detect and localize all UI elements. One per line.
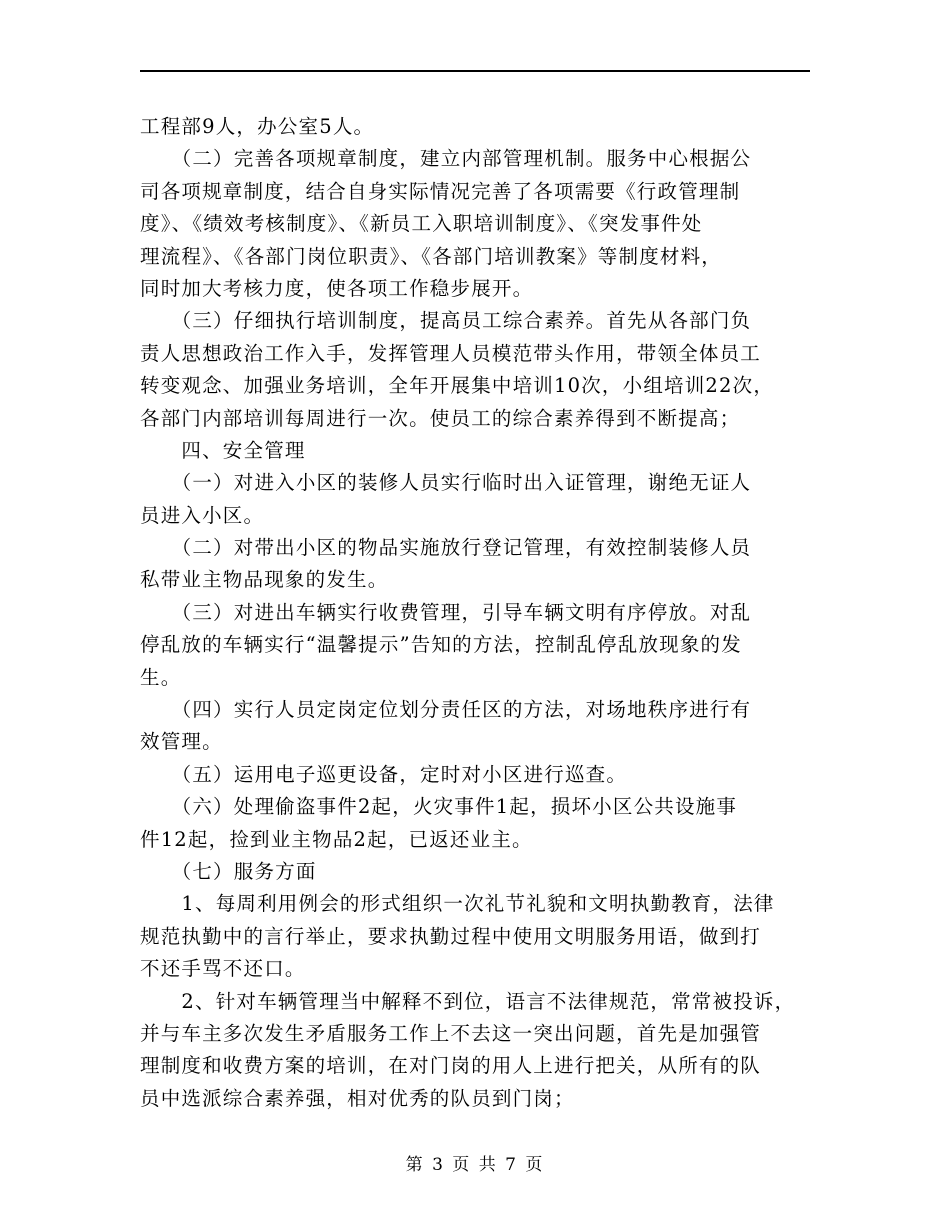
body-line: 员进入小区。 [140,503,265,527]
body-line: 2、针对车辆管理当中解释不到位，语言不法律规范，常常被投诉， [140,989,796,1013]
body-line: 转变观念、加强业务培训，全年开展集中培训10次，小组培训22次， [140,374,775,398]
body-line: 责人思想政治工作入手，发挥管理人员模范带头作用，带领全体员工 [140,341,762,365]
body-line: 并与车主多次发生矛盾服务工作上不去这一突出问题，首先是加强管 [140,1021,762,1045]
body-line: 效管理。 [140,730,223,754]
body-line: （七）服务方面 [140,859,317,883]
body-line: 1、每周利用例会的形式组织一次礼节礼貌和文明执勤教育，法律 [140,892,775,916]
body-line: 私带业主物品现象的发生。 [140,568,389,592]
body-line: （三）仔细执行培训制度，提高员工综合素养。首先从各部门负 [140,309,752,333]
body-line: 理制度和收费方案的培训，在对门岗的用人上进行把关，从所有的队 [140,1054,762,1078]
body-line: 规范执勤中的言行举止，要求执勤过程中使用文明服务用语，做到打 [140,924,762,948]
body-line: 工程部9人，办公室5人。 [140,115,375,138]
body-line: （三）对进出车辆实行收费管理，引导车辆文明有序停放。对乱 [140,600,752,624]
body-line: 各部门内部培训每周进行一次。使员工的综合素养得到不断提高； [140,406,741,430]
body-line: 件12起，捡到业主物品2起，已返还业主。 [140,827,533,851]
body-line: （四）实行人员定岗定位划分责任区的方法，对场地秩序进行有 [140,698,752,722]
body-line: 生。 [140,665,182,689]
body-line: （二）对带出小区的物品实施放行登记管理，有效控制装修人员 [140,536,752,560]
body-line: 理流程》、《各部门岗位职责》、《各部门培训教案》等制度材料， [140,244,723,268]
body-line: （二）完善各项规章制度，建立内部管理机制。服务中心根据公 [140,147,752,171]
body-line: 停乱放的车辆实行“温馨提示”告知的方法，控制乱停乱放现象的发 [140,633,742,657]
header-rule [140,70,810,72]
body-line: 度》、《绩效考核制度》、《新员工入职培训制度》、《突发事件处 [140,212,703,236]
body-line: 司各项规章制度，结合自身实际情况完善了各项需要《行政管理制 [140,179,741,203]
body-line: 同时加大考核力度，使各项工作稳步展开。 [140,276,534,300]
page-footer: 第 3 页 共 7 页 [405,1155,545,1175]
body-line: 员中选派综合素养强，相对优秀的队员到门岗； [140,1086,575,1110]
body-line: （五）运用电子巡更设备，定时对小区进行巡查。 [140,762,628,786]
body-line: （六）处理偷盗事件2起，火灾事件1起，损坏小区公共设施事 [140,795,738,819]
body-line: 四、安全管理 [140,438,306,462]
document-body [140,111,810,1115]
body-line: 不还手骂不还口。 [140,957,306,981]
body-line: （一）对进入小区的装修人员实行临时出入证管理，谢绝无证人 [140,471,752,495]
